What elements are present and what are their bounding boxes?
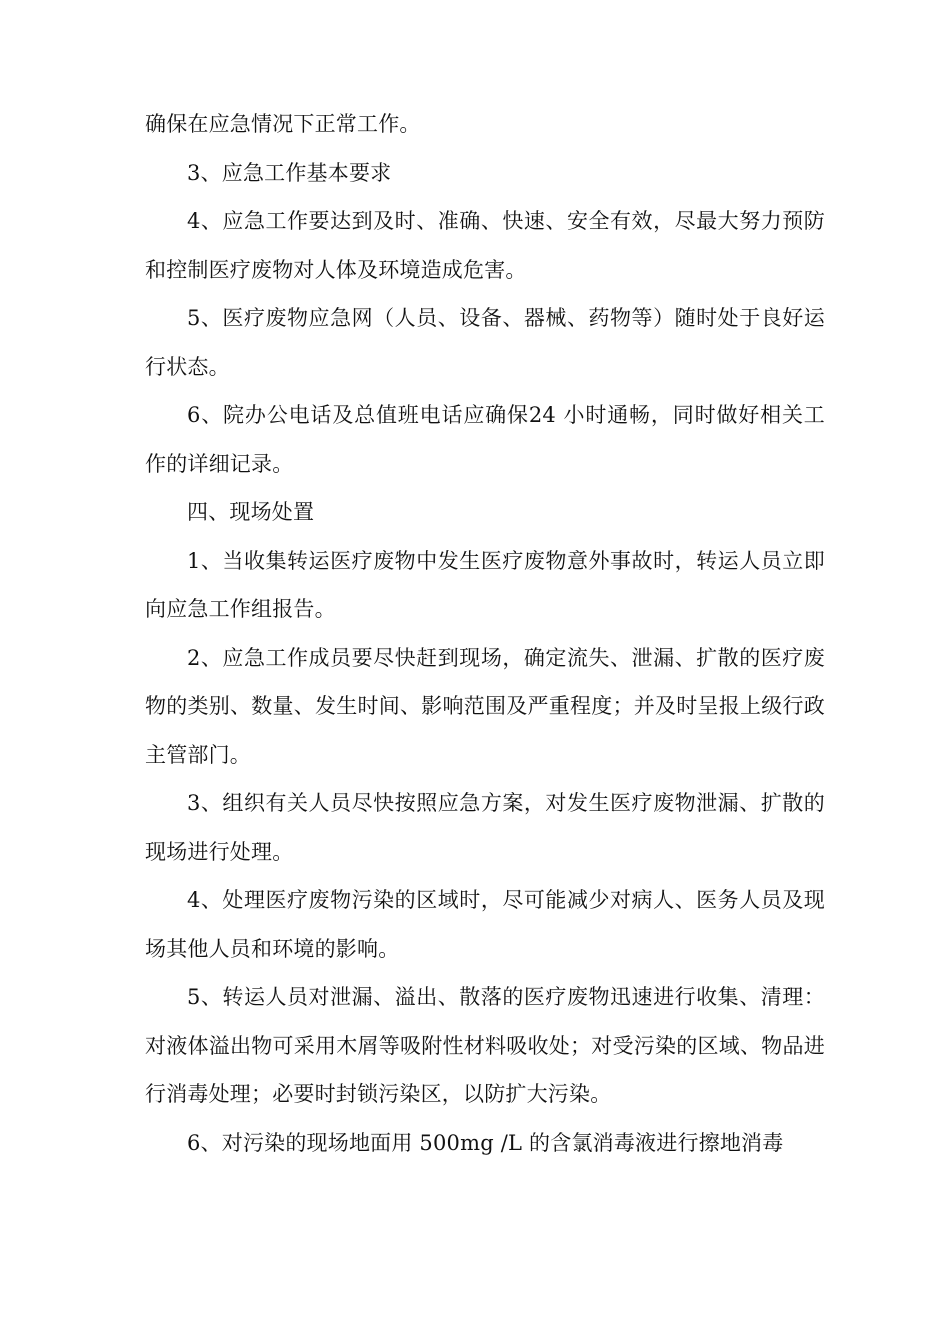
paragraph-item: 4、应急工作要达到及时、准确、快速、安全有效，尽最大努力预防和控制医疗废物对人体及环境造成危害。	[145, 209, 825, 282]
paragraph-item: 5、转运人员对泄漏、溢出、散落的医疗废物迅速进行收集、清理：对液体溢出物可采用木屑等吸附性材料吸收处；对受污染的区域、物品进行消毒处理；必要时封锁污染区，以防扩大污染。	[145, 985, 825, 1106]
paragraph-item: 1、当收集转运医疗废物中发生医疗废物意外事故时，转运人员立即向应急工作组报告。	[145, 548, 825, 621]
paragraph-heading-requirements: 3、应急工作基本要求	[187, 160, 392, 185]
paragraph-item: 5、医疗废物应急网（人员、设备、器械、药物等）随时处于良好运行状态。	[145, 306, 825, 379]
document-body	[145, 100, 825, 1167]
paragraph-continuation: 确保在应急情况下正常工作。	[145, 112, 421, 136]
paragraph-item: 2、应急工作成员要尽快赶到现场，确定流失、泄漏、扩散的医疗废物的类别、数量、发生时间、影响范围及严重程度；并及时呈报上级行政主管部门。	[145, 645, 825, 767]
paragraph-item: 6、院办公电话及总值班电话应确保24 小时通畅，同时做好相关工作的详细记录。	[145, 403, 825, 476]
paragraph-item: 4、处理医疗废物污染的区域时，尽可能减少对病人、医务人员及现场其他人员和环境的影响。	[145, 888, 825, 961]
paragraph-item: 3、组织有关人员尽快按照应急方案，对发生医疗废物泄漏、扩散的现场进行处理。	[145, 791, 825, 864]
section-heading-onsite-disposal: 四、现场处置	[187, 500, 315, 524]
paragraph-item: 6、对污染的现场地面用 500mg /L 的含氯消毒液进行擦地消毒	[187, 1130, 784, 1155]
